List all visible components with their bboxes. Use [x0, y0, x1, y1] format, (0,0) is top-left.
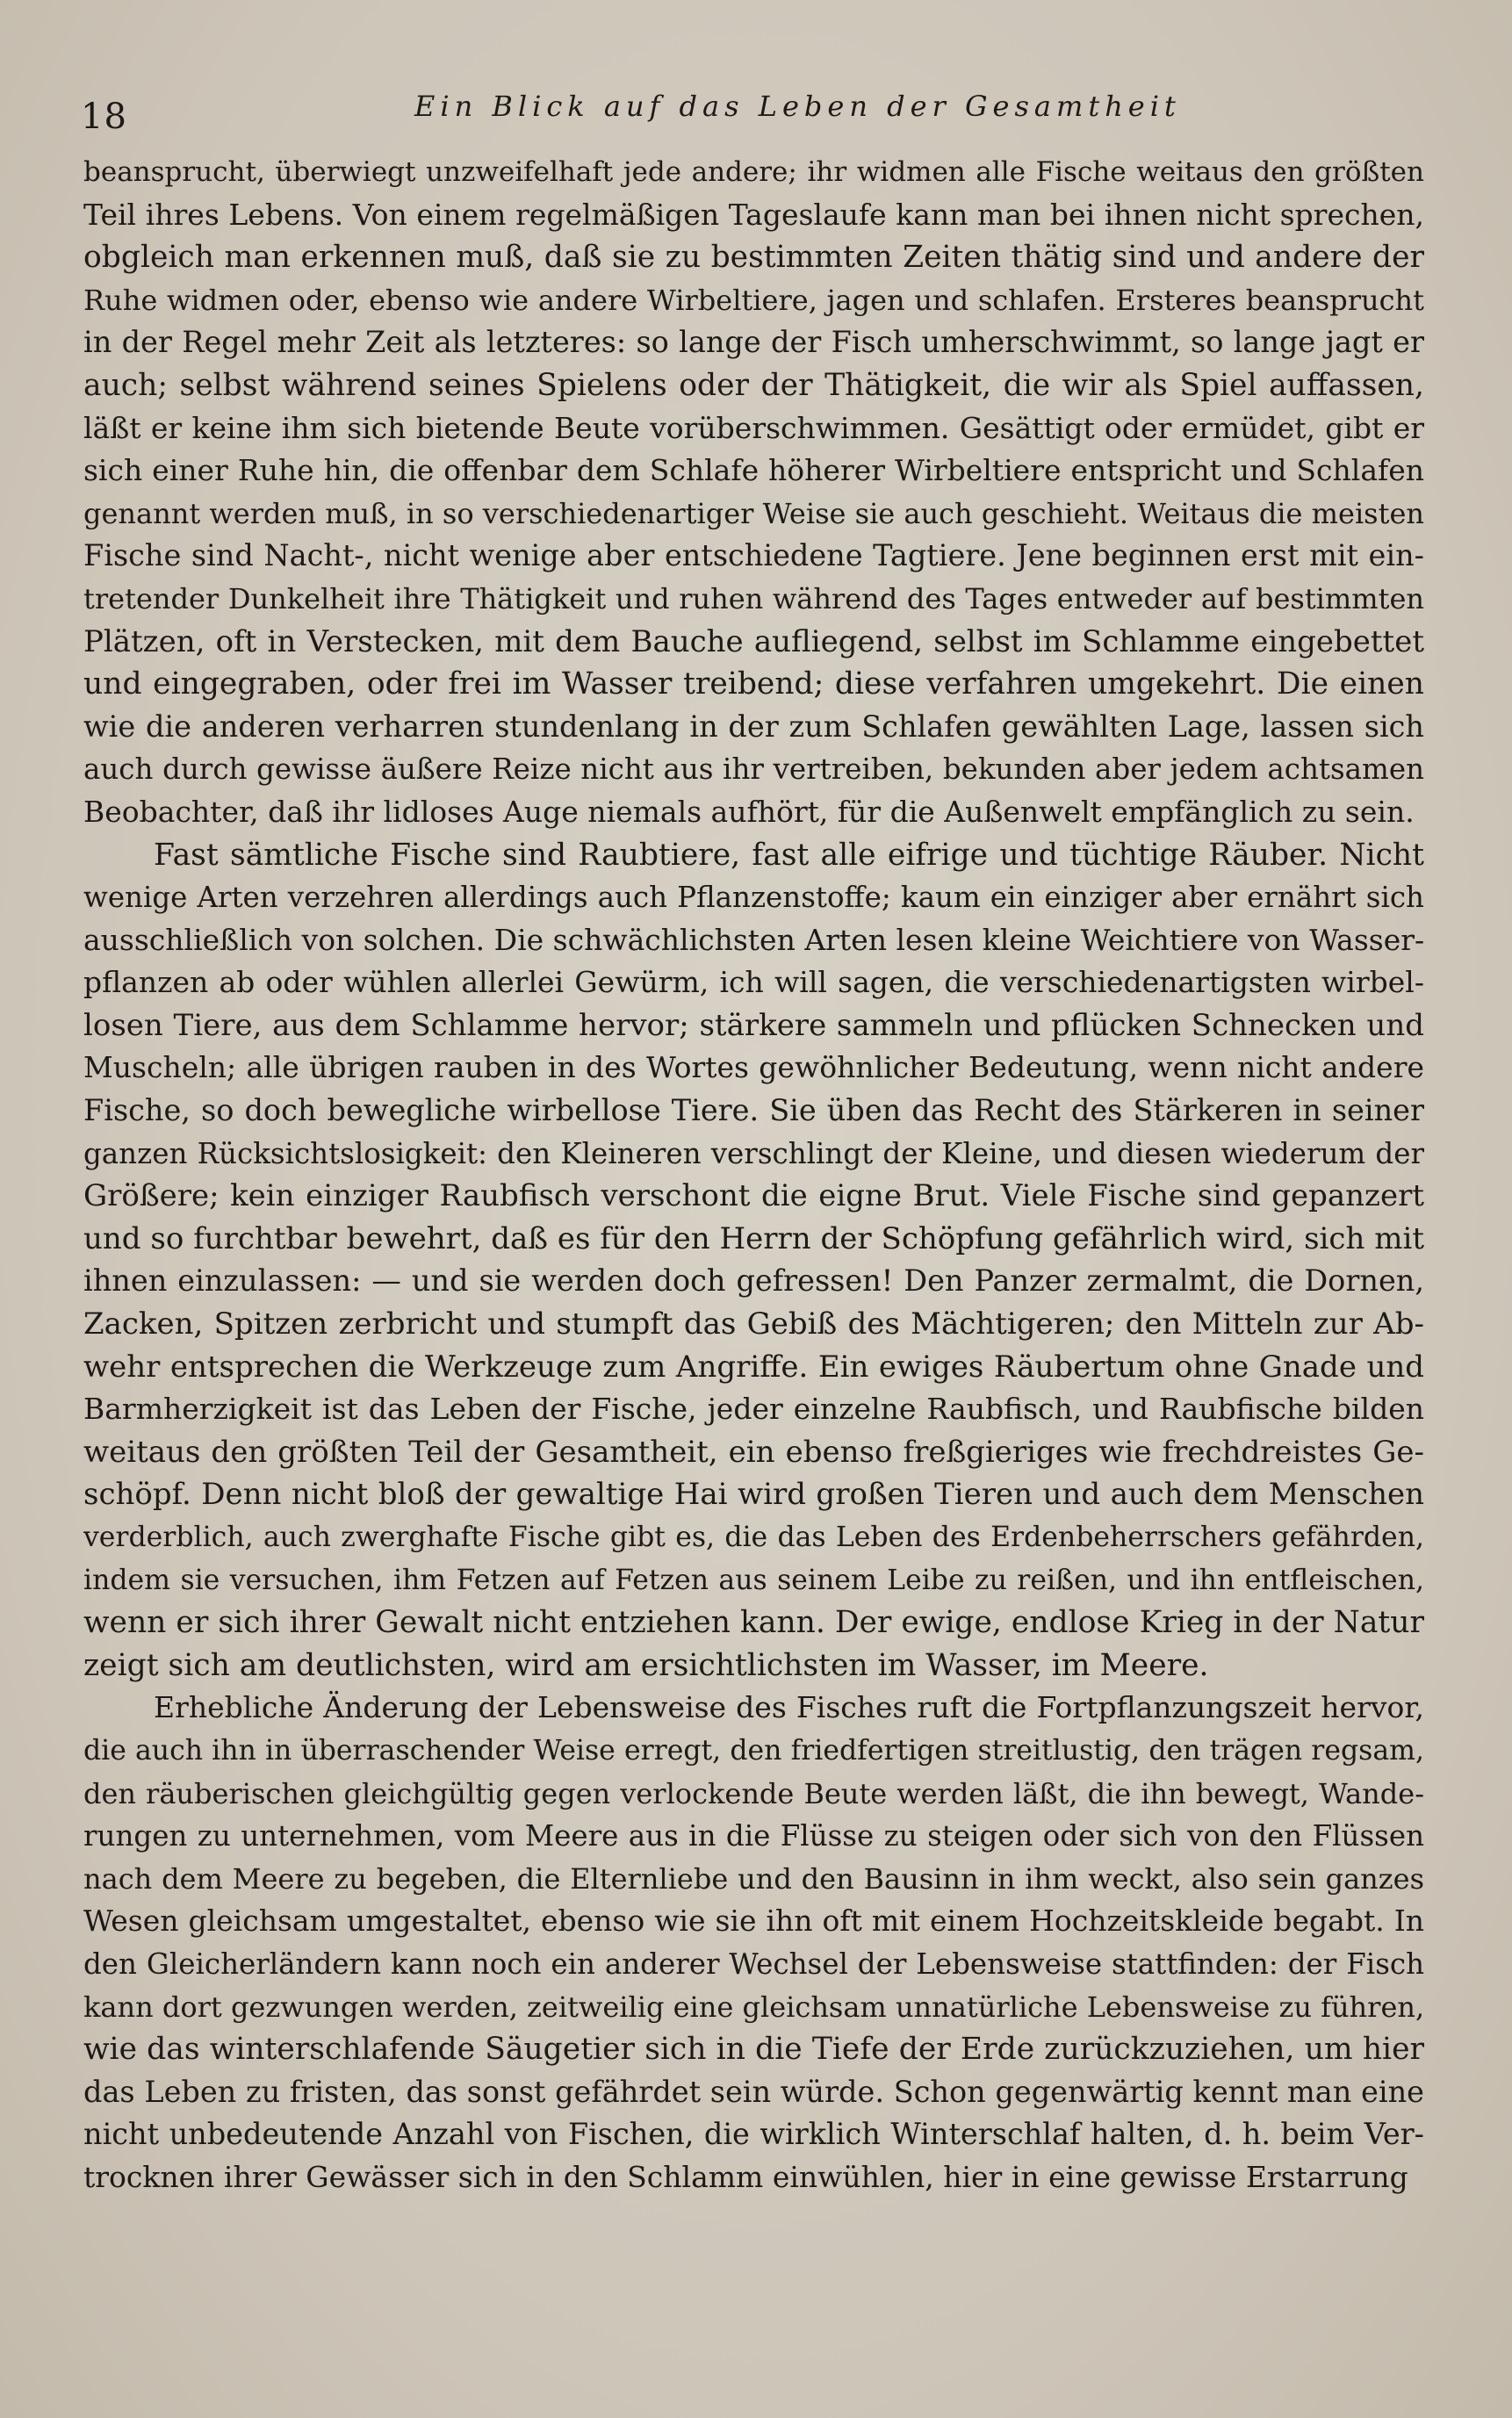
- text-line: den Gleicherländern kann noch ein anderer Wechsel der Lebensweise stattfinden: der Fisch: [83, 1947, 1424, 1981]
- running-title: Ein Blick auf das Leben der Gesamtheit: [414, 90, 1181, 123]
- text-line: wehr entsprechen die Werkzeuge zum Angriffe. Ein ewiges Räubertum ohne Gnade und: [83, 1349, 1424, 1385]
- text-line: beansprucht, überwiegt unzweifelhaft jede andere; ihr widmen alle Fische weitaus den größten: [83, 156, 1424, 188]
- text-line: Beobachter, daß ihr lidloses Auge niemals aufhört, für die Außenwelt empfänglich zu sein.: [83, 794, 1415, 829]
- text-line: zeigt sich am deutlichsten, wird am ersichtlichsten im Wasser, im Meere.: [83, 1647, 1209, 1683]
- text-line: ihnen einzulassen: — und sie werden doch gefressen! Den Panzer zermalmt, die Dornen,: [83, 1263, 1424, 1299]
- text-line: Barmherzigkeit ist das Leben der Fische, jeder einzelne Raubfisch, und Raubfische bilden: [83, 1392, 1424, 1427]
- paragraph: [83, 834, 1424, 1688]
- text-line: pflanzen ab oder wühlen allerlei Gewürm, ich will sagen, die verschiedenartigsten wirbel-: [83, 965, 1424, 1000]
- text-line: losen Tiere, aus dem Schlamme hervor; stärkere sammeln und pflücken Schnecken und: [83, 1007, 1424, 1043]
- text-line: den räuberischen gleichgültig gegen verlockende Beute werden läßt, die ihn bewegt, Wande-: [83, 1776, 1424, 1810]
- text-line: sich einer Ruhe hin, die offenbar dem Schlafe höherer Wirbeltiere entspricht und Schlafen: [83, 453, 1424, 488]
- text-line: Ruhe widmen oder, ebenso wie andere Wirbeltiere, jagen und schlafen. Ersteres beansprucht: [83, 283, 1424, 317]
- text-line: Größere; kein einziger Raubfisch verschont die eigne Brut. Viele Fische sind gepanzert: [83, 1178, 1424, 1214]
- text-line: Fische, so doch bewegliche wirbellose Tiere. Sie üben das Recht des Stärkeren in seiner: [83, 1093, 1424, 1128]
- text-line: in der Regel mehr Zeit als letzteres: so lange der Fisch umherschwimmt, so lange jagt er: [83, 325, 1424, 360]
- text-line: ausschließlich von solchen. Die schwächlichsten Arten lesen kleine Weichtiere von Wasser-: [83, 922, 1424, 957]
- text-line: Erhebliche Änderung der Lebensweise des Fisches ruft die Fortpflanzungszeit hervor,: [154, 1690, 1424, 1725]
- text-line: auch durch gewisse äußere Reize nicht aus ihr vertreiben, bekunden aber jedem achtsamen: [83, 752, 1424, 787]
- text-line: auch; selbst während seines Spielens oder der Thätigkeit, die wir als Spiel auffassen,: [83, 367, 1424, 403]
- text-line: genannt werden muß, in so verschiedenartiger Weise sie auch geschieht. Weitaus die meisten: [83, 496, 1424, 530]
- text-line: das Leben zu fristen, das sonst gefährdet sein würde. Schon gegenwärtig kennt man eine: [83, 2074, 1424, 2109]
- text-line: kann dort gezwungen werden, zeitweilig eine gleichsam unnatürliche Lebensweise zu führen,: [83, 1990, 1424, 2024]
- text-line: trocknen ihrer Gewässer sich in den Schlamm einwühlen, hier in eine gewisse Erstarrung: [83, 2159, 1408, 2194]
- text-line: wie das winterschlafende Säugetier sich in die Tiefe der Erde zurückzuziehen, um hier: [83, 2032, 1424, 2068]
- text-line: wie die anderen verharren stundenlang in der zum Schlafen gewählten Lage, lassen sich: [83, 709, 1424, 744]
- page-header: [81, 77, 1424, 139]
- text-line: Muscheln; alle übrigen rauben in des Wortes gewöhnlicher Bedeutung, wenn nicht andere: [83, 1050, 1424, 1085]
- text-line: tretender Dunkelheit ihre Thätigkeit und ruhen während des Tages entweder auf bestimmten: [83, 581, 1424, 615]
- text-line: schöpf. Denn nicht bloß der gewaltige Hai wird großen Tieren und auch dem Menschen: [83, 1477, 1424, 1513]
- text-line: Fast sämtliche Fische sind Raubtiere, fast alle eifrige und tüchtige Räuber. Nicht: [154, 837, 1424, 873]
- text-line: verderblich, auch zwerghafte Fische gibt es, die das Leben des Erdenbeherrschers gefährden,: [83, 1522, 1424, 1553]
- text-line: die auch ihn in überraschender Weise erregt, den friedfertigen streitlustig, den trägen regsam,: [83, 1734, 1424, 1767]
- text-line: Wesen gleichsam umgestaltet, ebenso wie sie ihn oft mit einem Hochzeitskleide begabt. In: [83, 1903, 1424, 1939]
- text-line: nach dem Meere zu begeben, die Elternliebe und den Bausinn in ihm weckt, also sein ganzes: [83, 1861, 1424, 1896]
- text-line: und so furchtbar bewehrt, daß es für den Herrn der Schöpfung gefährlich wird, sich mit: [83, 1220, 1424, 1256]
- text-line: Plätzen, oft in Verstecken, mit dem Bauche aufliegend, selbst im Schlamme eingebettet: [83, 623, 1424, 659]
- text-line: ganzen Rücksichtslosigkeit: den Kleineren verschlingt der Kleine, und diesen wiederum der: [83, 1136, 1424, 1170]
- text-line: wenige Arten verzehren allerdings auch Pflanzenstoffe; kaum ein einziger aber ernährt sich: [83, 881, 1424, 915]
- text-line: indem sie versuchen, ihm Fetzen auf Fetzen aus seinem Leibe zu reißen, und ihn entfleischen,: [83, 1564, 1424, 1596]
- text-line: Teil ihres Lebens. Von einem regelmäßigen Tageslaufe kann man bei ihnen nicht sprechen,: [83, 197, 1424, 232]
- text-line: rungen zu unternehmen, vom Meere aus in die Flüsse zu steigen oder sich von den Flüssen: [83, 1819, 1424, 1853]
- paragraph: [83, 1687, 1424, 2199]
- body-text: [83, 151, 1424, 2199]
- text-line: läßt er keine ihm sich bietende Beute vorüberschwimmen. Gesättigt oder ermüdet, gibt er: [83, 410, 1424, 445]
- text-line: wenn er sich ihrer Gewalt nicht entziehen kann. Der ewige, endlose Krieg in der Natur: [83, 1605, 1424, 1641]
- text-line: und eingegraben, oder frei im Wasser treibend; diese verfahren umgekehrt. Die einen: [83, 666, 1424, 702]
- text-line: obgleich man erkennen muß, daß sie zu bestimmten Zeiten thätig sind und andere der: [83, 240, 1424, 276]
- text-line: Fische sind Nacht-, nicht wenige aber entschiedene Tagtiere. Jene beginnen erst mit ein-: [83, 538, 1424, 573]
- text-line: weitaus den größten Teil der Gesamtheit, ein ebenso freßgieriges wie frechdreistes Ge-: [83, 1434, 1424, 1470]
- text-line: nicht unbedeutende Anzahl von Fischen, die wirklich Winterschlaf halten, d. h. beim Ver-: [83, 2117, 1424, 2152]
- paragraph: [83, 151, 1424, 834]
- page-number: 18: [81, 97, 127, 137]
- text-line: Zacken, Spitzen zerbricht und stumpft das Gebiß des Mächtigeren; den Mitteln zur Ab-: [83, 1306, 1424, 1342]
